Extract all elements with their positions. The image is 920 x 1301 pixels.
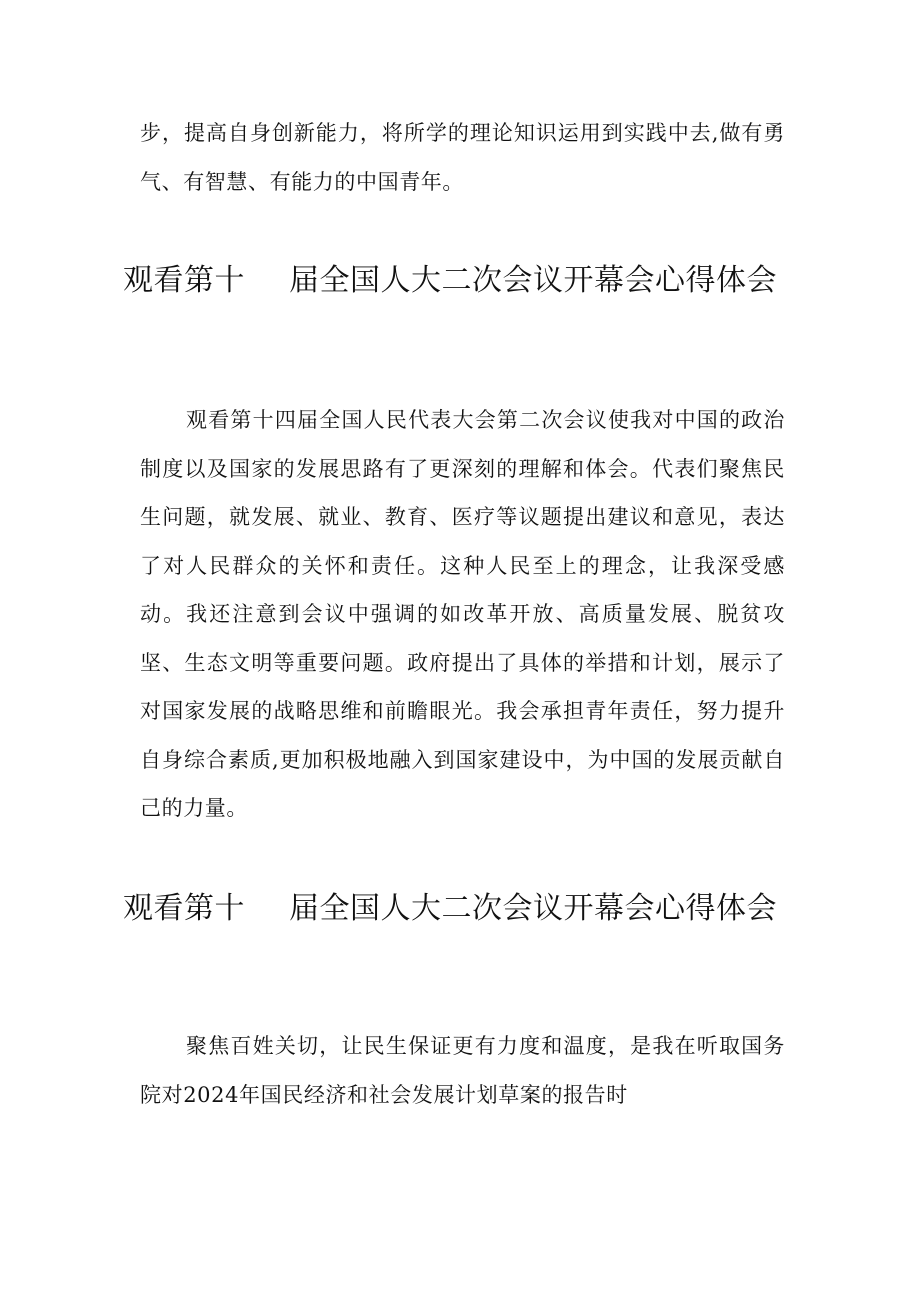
intro-paragraph: 步，提高自身创新能力，将所学的理论知识运用到实践中去,做有勇气、有智慧、有能力的中国青年。	[140, 121, 785, 194]
section-1-title	[120, 258, 780, 303]
section-1-title-part1: 观看第十	[123, 263, 245, 298]
section-1-title-part2: 届全国人大二次会议开幕会心得体会	[289, 263, 777, 298]
section-2-title-part1: 观看第十	[123, 891, 245, 926]
section-1-body: 观看第十四届全国人民代表大会第二次会议使我对中国的政治制度以及国家的发展思路有了更深刻的理解和体会。代表们聚焦民生问题，就发展、就业、教育、医疗等议题提出建议和意见，表达了对人民群众的关怀和责任。这种人民至上的理念，让我深受感动。我还注意到会议中强调的如改革开放、高质量发展、脱贫攻坚、生态文明等重要问题。政府提出了具体的举措和计划，展示了对国家发展的战略思维和前瞻眼光。我会承担青年责任，努力提升自身综合素质,更加积极地融入到国家建设中，为中国的发展贡献自己的力量。	[140, 408, 785, 820]
section-2-title-part2: 届全国人大二次会议开幕会心得体会	[289, 891, 777, 926]
section-2-title	[120, 886, 780, 931]
section-2-body: 聚焦百姓关切，让民生保证更有力度和温度，是我在听取国务院对2024年国民经济和社会发展计划草案的报告时	[140, 1034, 785, 1107]
